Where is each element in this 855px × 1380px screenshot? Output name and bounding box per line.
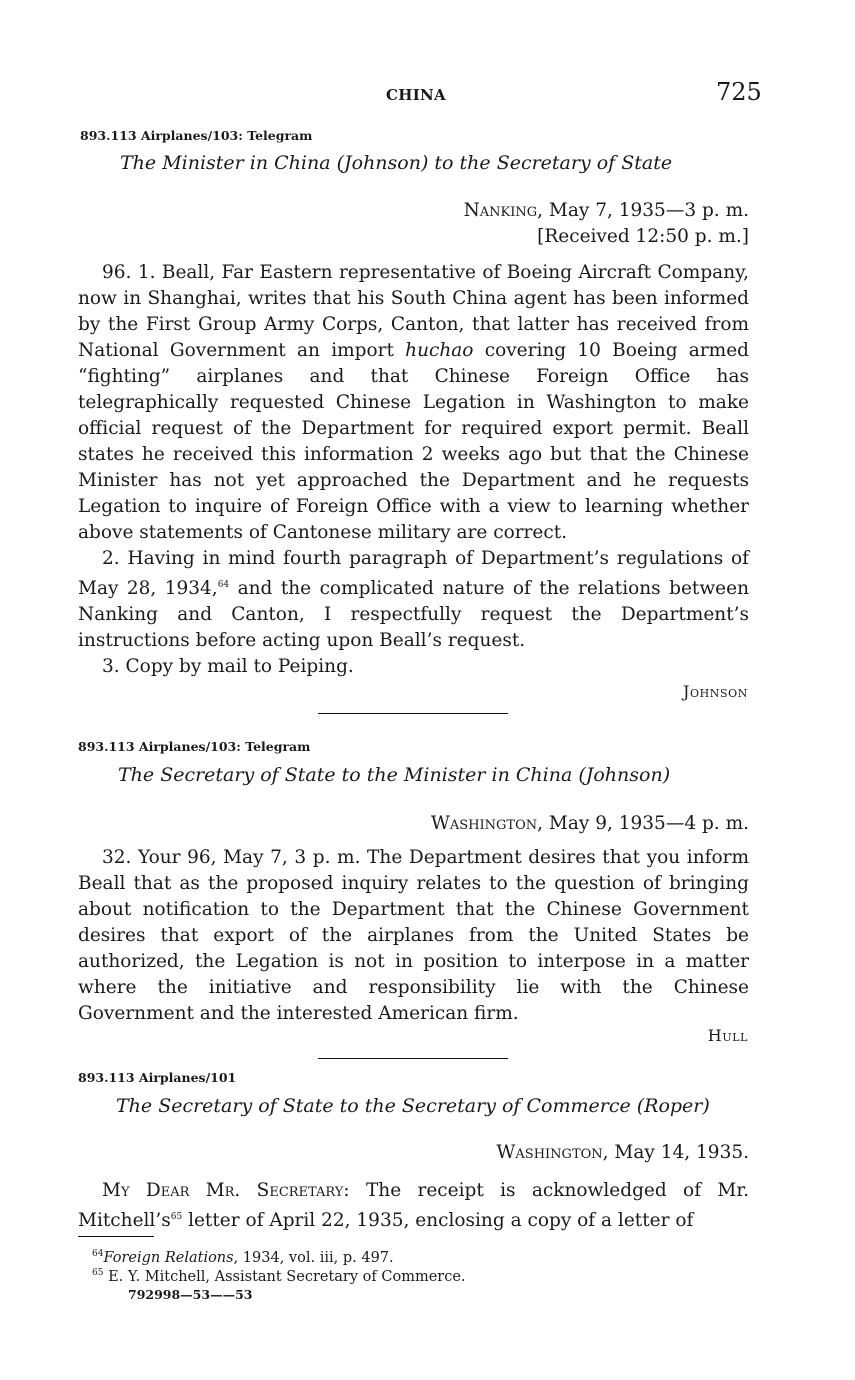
doc2-file-reference: 893.113 Airplanes/103: Telegram <box>78 739 311 754</box>
doc1-paragraph-3: 3. Copy by mail to Peiping. <box>102 656 354 678</box>
doc1-para1-rest: covering 10 Boeing armed “fighting” airplanes and that Chinese Foreign Office has telegraphically requested Chinese Legation in Washington to make official request of the Department for required export permit. Beall states he received this information 2 weeks ago but that the Chinese Minister has not yet approached the Department and he requests Legation to inquire of Foreign Office with a view to learning whether above statements of Cantonese military are correct. <box>78 340 749 543</box>
doc2-body <box>78 845 749 1027</box>
doc2-dateline-place: Washington <box>430 813 538 834</box>
doc3-dateline-date: , May 14, 1935. <box>602 1142 749 1163</box>
doc1-body <box>78 260 749 680</box>
doc2-paragraph-1: 32. Your 96, May 7, 3 p. m. The Department desires that you inform Beall that as the proposed inquiry relates to the question of bringing about notification to the Department that the Chinese Government desires that export of the airplanes from the United States be authorized, the Legation is not in position to interpose in a matter where the initiative and responsibility lie with the Chinese Government and the interested American firm. <box>78 847 749 1024</box>
footnote-64-number: 64 <box>92 1249 104 1259</box>
doc3-body <box>78 1178 749 1234</box>
footnote-rule <box>78 1236 154 1237</box>
section-divider-1 <box>318 713 508 714</box>
doc2-title: The Secretary of State to the Minister in China (Johnson) <box>118 764 671 786</box>
footnote-64 <box>92 1246 394 1266</box>
doc3-dateline <box>496 1142 749 1163</box>
doc1-received: [Received 12:50 p. m.] <box>537 226 749 247</box>
doc1-dateline-date: , May 7, 1935—3 p. m. <box>537 200 749 221</box>
section-divider-2 <box>318 1058 508 1059</box>
doc3-para1-text: The receipt is acknowledged of Mr. Mitchell’s <box>78 1180 750 1232</box>
doc2-signature: Hull <box>707 1026 748 1045</box>
footnote-65 <box>92 1265 466 1285</box>
footnote-64-italic: Foreign Relations <box>103 1249 234 1266</box>
doc1-paragraph-1 <box>78 260 749 546</box>
printing-code: 792998—53——53 <box>128 1287 253 1302</box>
doc1-para1-text: 96. 1. Beall, Far Eastern representative of Boeing Aircraft Company, now in Shanghai, writes that his South China agent has been informed by the First Group Army Corps, Canton, that latter has received from National Government an import <box>78 262 749 361</box>
doc1-title: The Minister in China (Johnson) to the Secretary of State <box>120 152 673 174</box>
doc3-title: The Secretary of State to the Secretary of Commerce (Roper) <box>116 1095 710 1117</box>
footnote-65-number: 65 <box>92 1268 104 1278</box>
doc1-signature: Johnson <box>682 682 748 701</box>
doc3-salutation: My Dear Mr. Secretary: <box>102 1180 350 1201</box>
footnote-ref-65: 65 <box>170 1212 183 1222</box>
doc1-paragraph-2 <box>78 546 749 654</box>
doc1-para2-rest: and the complicated nature of the relations between Nanking and Canton, I respectfully request the Department’s instructions before acting upon Beall’s request. <box>78 578 749 652</box>
doc2-dateline-date: , May 9, 1935—4 p. m. <box>537 813 749 834</box>
page-number: 725 <box>716 78 762 106</box>
footnote-64-text: , 1934, vol. iii, p. 497. <box>233 1249 394 1266</box>
doc1-para2-text: 2. Having in mind fourth paragraph of Department’s regulations of May 28, 1934, <box>78 548 749 600</box>
doc1-file-reference: 893.113 Airplanes/103: Telegram <box>80 128 313 143</box>
footnote-65-text: E. Y. Mitchell, Assistant Secretary of Commerce. <box>108 1268 466 1285</box>
doc2-dateline <box>431 813 749 834</box>
doc1-dateline <box>464 200 749 221</box>
running-header-title: CHINA <box>386 86 446 104</box>
doc3-paragraph-1 <box>78 1178 749 1234</box>
doc1-dateline-place: Nanking <box>463 200 538 221</box>
doc3-dateline-place: Washington <box>496 1142 603 1163</box>
footnote-ref-64: 64 <box>217 580 230 590</box>
doc3-para1-rest: letter of April 22, 1935, enclosing a copy of a letter of <box>182 1210 694 1232</box>
doc1-para1-italic: huchao <box>405 340 474 361</box>
doc3-file-reference: 893.113 Airplanes/101 <box>78 1070 237 1085</box>
